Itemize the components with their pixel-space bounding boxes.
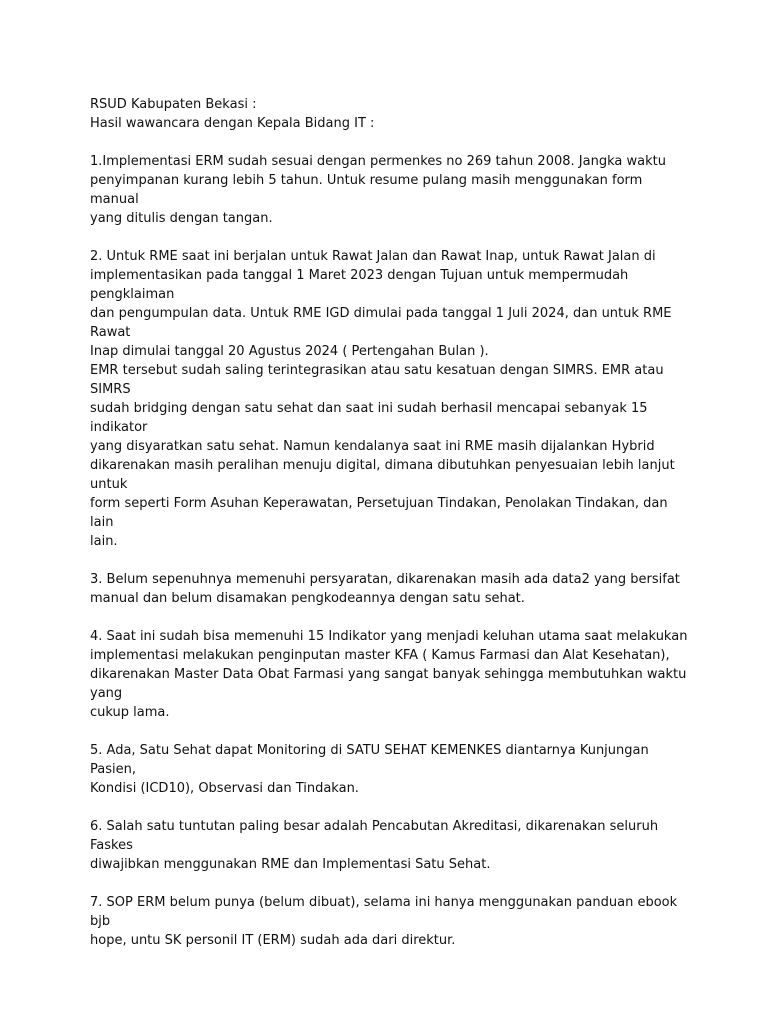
paragraph-7: 7. SOP ERM belum punya (belum dibuat), selama ini hanya menggunakan panduan ebook bjb hope, untu SK personil IT (ERM) sudah ada dari direktur. bbox=[90, 895, 678, 948]
paragraph-gap bbox=[90, 798, 690, 817]
header-interview-subtitle: Hasil wawancara dengan Kepala Bidang IT : bbox=[90, 116, 375, 131]
paragraph-5: 5. Ada, Satu Sehat dapat Monitoring di SATU SEHAT KEMENKES diantarnya Kunjungan Pasien, Kondisi (ICD10), Observasi dan Tindakan. bbox=[90, 743, 649, 796]
paragraph-gap bbox=[90, 551, 690, 570]
paragraph-3: 3. Belum sepenuhnya memenuhi persyaratan, dikarenakan masih ada data2 yang bersifat manual dan belum disamakan pengkodeannya dengan satu sehat. bbox=[90, 572, 680, 606]
document-page bbox=[90, 95, 690, 950]
paragraph-gap bbox=[90, 722, 690, 741]
paragraph-gap bbox=[90, 228, 690, 247]
paragraph-gap bbox=[90, 874, 690, 893]
paragraph-4: 4. Saat ini sudah bisa memenuhi 15 Indikator yang menjadi keluhan utama saat melakukan implementasi melakukan penginputan master KFA ( Kamus Farmasi dan Alat Kesehatan), dikarenakan Master Data Obat Farmasi yang sangat banyak sehingga membutuhkan waktu yang cukup lama. bbox=[90, 629, 688, 720]
paragraph-gap bbox=[90, 133, 690, 152]
paragraph-6: 6. Salah satu tuntutan paling besar adalah Pencabutan Akreditasi, dikarenakan seluruh Faskes diwajibkan menggunakan RME dan Implementasi Satu Sehat. bbox=[90, 819, 659, 872]
header-hospital-name: RSUD Kabupaten Bekasi : bbox=[90, 97, 257, 112]
paragraph-gap bbox=[90, 608, 690, 627]
paragraph-1: 1.Implementasi ERM sudah sesuai dengan permenkes no 269 tahun 2008. Jangka waktu penyimpanan kurang lebih 5 tahun. Untuk resume pulang masih menggunakan form manual yang ditulis dengan tangan. bbox=[90, 154, 666, 226]
paragraph-2: 2. Untuk RME saat ini berjalan untuk Rawat Jalan dan Rawat Inap, untuk Rawat Jalan di implementasikan pada tanggal 1 Maret 2023 dengan Tujuan untuk mempermudah pengklaiman dan pengumpulan data. Untuk RME IGD dimulai pada tanggal 1 Juli 2024, dan untuk RME Rawat Inap dimulai tanggal 20 Agustus 2024 ( Pertengahan Bulan ). EMR tersebut sudah saling terintegrasikan atau satu kesatuan dengan SIMRS. EMR atau SIMRS sudah bridging dengan satu sehat dan saat ini sudah berhasil mencapai sebanyak 15 indikator yang disyaratkan satu sehat. Namun kendalanya saat ini RME masih dijalankan Hybrid dikarenakan masih peralihan menuju digital, dimana dibutuhkan penyesuaian lebih lanjut untuk form seperti Form Asuhan Keperawatan, Persetujuan Tindakan, Penolakan Tindakan, dan lain lain. bbox=[90, 249, 675, 549]
